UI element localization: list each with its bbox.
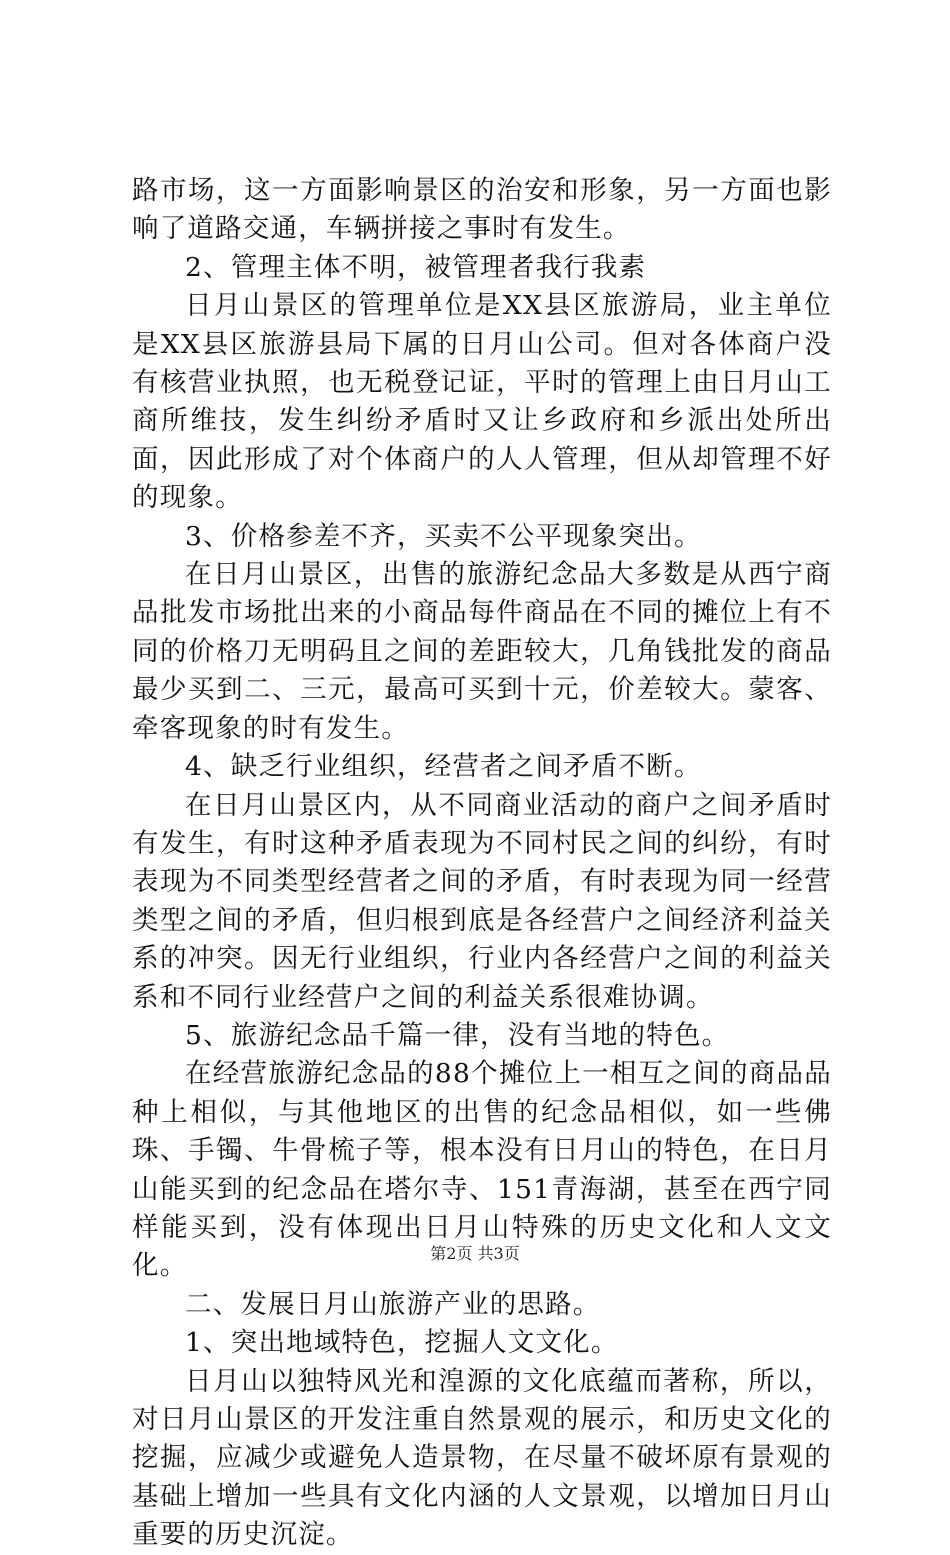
paragraph-6-heading: 4、缺乏行业组织，经营者之间矛盾不断。 bbox=[185, 751, 702, 783]
paragraph-2-heading: 2、管理主体不明，被管理者我行我素 bbox=[185, 251, 647, 283]
paragraph-4-heading: 3、价格参差不齐，买卖不公平现象突出。 bbox=[185, 520, 702, 552]
paragraph-3: 日月山景区的管理单位是XX县区旅游局，业主单位是XX县区旅游县局下属的日月山公司。但对各体商户没有核营业执照，也无税登记证，平时的管理上由日月山工商所维技，发生纠纷矛盾时又让乡政府和乡派出处所出面，因此形成了对个体商户的人人管理，但从却管理不好的现象。 bbox=[132, 290, 832, 514]
paragraph-8-heading: 5、旅游纪念品千篇一律，没有当地的特色。 bbox=[185, 1019, 730, 1051]
paragraph-9: 在经营旅游纪念品的88个摊位上一相互之间的商品品种上相似，与其他地区的出售的纪念品相似，如一些佛珠、手镯、牛骨梳子等，根本没有日月山的特色，在日月山能买到的纪念品在塔尔寺、151青海湖，甚至在西宁同样能买到，没有体现出日月山特殊的历史文化和人文文化。 bbox=[132, 1058, 832, 1282]
section-heading: 二、发展日月山旅游产业的思路。 bbox=[185, 1288, 601, 1320]
paragraph-5: 在日月山景区，出售的旅游纪念品大多数是从西宁商品批发市场批出来的小商品每件商品在不同的摊位上有不同的价格刀无明码且之间的差距较大，几角钱批发的商品最少买到二、三元，最高可买到十元，价差较大。蒙客、牵客现象的时有发生。 bbox=[132, 559, 832, 744]
paragraph-12: 日月山以独特风光和湟源的文化底蕴而著称，所以，对日月山景区的开发注重自然景观的展示，和历史文化的挖掘，应减少或避免人造景物，在尽量不破坏原有景观的基础上增加一些具有文化内涵的人文景观，以增加日月山重要的历史沉淀。 bbox=[132, 1365, 832, 1551]
document-body bbox=[132, 172, 832, 1555]
paragraph-7: 在日月山景区内，从不同商业活动的商户之间矛盾时有发生，有时这种矛盾表现为不同村民之间的纠纷，有时表现为不同类型经营者之间的矛盾，有时表现为同一经营类型之间的矛盾，但归根到底是各经营户之间经济利益关系的冲突。因无行业组织，行业内各经营户之间的利益关系和不同行业经营户之间的利益关系很难协调。 bbox=[132, 789, 832, 1013]
paragraph-11-heading: 1、突出地域特色，挖掘人文文化。 bbox=[185, 1327, 619, 1359]
page-number-footer: 第2页 共3页 bbox=[430, 1244, 520, 1263]
paragraph-1: 路市场，这一方面影响景区的治安和形象，另一方面也影响了道路交通，车辆拼接之事时有发生。 bbox=[132, 175, 832, 245]
